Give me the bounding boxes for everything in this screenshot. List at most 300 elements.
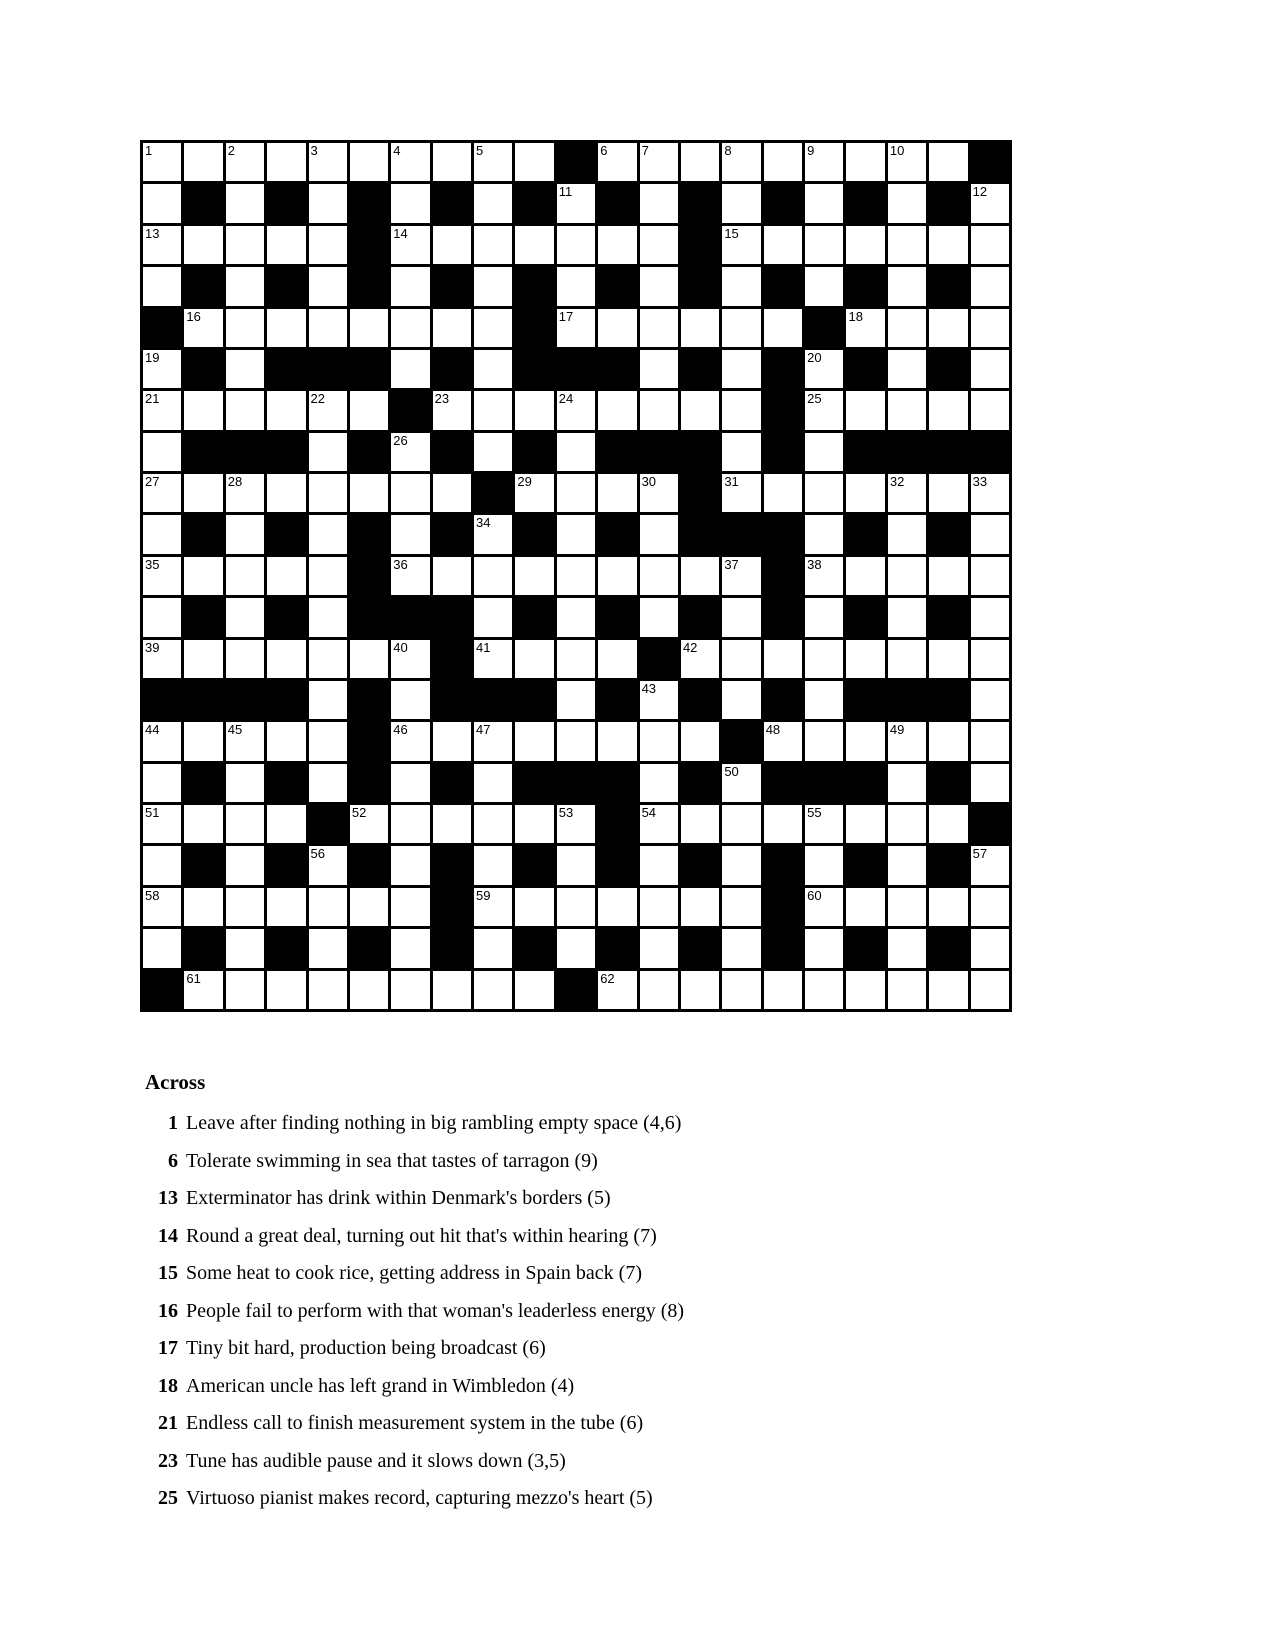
grid-cell[interactable] xyxy=(433,557,471,595)
grid-cell[interactable] xyxy=(888,846,926,884)
grid-cell[interactable] xyxy=(350,309,388,347)
grid-cell[interactable] xyxy=(640,805,678,843)
grid-cell[interactable] xyxy=(515,226,553,264)
grid-cell[interactable] xyxy=(143,888,181,926)
grid-cell[interactable] xyxy=(515,805,553,843)
grid-cell[interactable] xyxy=(764,474,802,512)
grid-cell[interactable] xyxy=(226,391,264,429)
grid-cell[interactable] xyxy=(226,184,264,222)
grid-cell[interactable] xyxy=(681,143,719,181)
grid-cell[interactable] xyxy=(474,515,512,553)
grid-cell[interactable] xyxy=(722,433,760,471)
grid-cell[interactable] xyxy=(184,888,222,926)
grid-cell[interactable] xyxy=(598,557,636,595)
grid-cell[interactable] xyxy=(846,474,884,512)
grid-cell[interactable] xyxy=(640,350,678,388)
grid-cell[interactable] xyxy=(474,888,512,926)
grid-cell[interactable] xyxy=(226,267,264,305)
grid-cell[interactable] xyxy=(474,433,512,471)
grid-cell[interactable] xyxy=(474,143,512,181)
grid-cell[interactable] xyxy=(971,640,1009,678)
grid-cell[interactable] xyxy=(722,971,760,1009)
grid-cell[interactable] xyxy=(226,888,264,926)
grid-cell[interactable] xyxy=(888,515,926,553)
grid-cell[interactable] xyxy=(226,474,264,512)
grid-cell[interactable] xyxy=(474,226,512,264)
grid-cell[interactable] xyxy=(391,226,429,264)
grid-cell[interactable] xyxy=(805,557,843,595)
grid-cell[interactable] xyxy=(846,805,884,843)
grid-cell[interactable] xyxy=(640,226,678,264)
grid-cell[interactable] xyxy=(267,805,305,843)
grid-cell[interactable] xyxy=(929,557,967,595)
grid-cell[interactable] xyxy=(143,722,181,760)
grid-cell[interactable] xyxy=(971,267,1009,305)
grid-cell[interactable] xyxy=(350,143,388,181)
grid-cell[interactable] xyxy=(805,722,843,760)
grid-cell[interactable] xyxy=(143,515,181,553)
grid-cell[interactable] xyxy=(805,598,843,636)
grid-cell[interactable] xyxy=(722,888,760,926)
grid-cell[interactable] xyxy=(681,971,719,1009)
grid-cell[interactable] xyxy=(515,474,553,512)
grid-cell[interactable] xyxy=(515,143,553,181)
grid-cell[interactable] xyxy=(640,722,678,760)
grid-cell[interactable] xyxy=(309,515,347,553)
grid-cell[interactable] xyxy=(971,309,1009,347)
grid-cell[interactable] xyxy=(143,474,181,512)
grid-cell[interactable] xyxy=(184,474,222,512)
grid-cell[interactable] xyxy=(557,929,595,967)
grid-cell[interactable] xyxy=(888,184,926,222)
grid-cell[interactable] xyxy=(267,640,305,678)
grid-cell[interactable] xyxy=(474,846,512,884)
grid-cell[interactable] xyxy=(846,640,884,678)
grid-cell[interactable] xyxy=(515,640,553,678)
grid-cell[interactable] xyxy=(309,391,347,429)
grid-cell[interactable] xyxy=(557,433,595,471)
grid-cell[interactable] xyxy=(474,309,512,347)
grid-cell[interactable] xyxy=(474,722,512,760)
grid-cell[interactable] xyxy=(474,391,512,429)
grid-cell[interactable] xyxy=(474,267,512,305)
grid-cell[interactable] xyxy=(681,391,719,429)
grid-cell[interactable] xyxy=(391,143,429,181)
grid-cell[interactable] xyxy=(515,722,553,760)
grid-cell[interactable] xyxy=(309,184,347,222)
grid-cell[interactable] xyxy=(143,640,181,678)
grid-cell[interactable] xyxy=(805,929,843,967)
crossword-grid[interactable] xyxy=(140,140,1012,1012)
grid-cell[interactable] xyxy=(971,598,1009,636)
grid-cell[interactable] xyxy=(433,143,471,181)
grid-cell[interactable] xyxy=(640,846,678,884)
grid-cell[interactable] xyxy=(350,805,388,843)
grid-cell[interactable] xyxy=(846,226,884,264)
grid-cell[interactable] xyxy=(226,971,264,1009)
grid-cell[interactable] xyxy=(557,309,595,347)
grid-cell[interactable] xyxy=(888,391,926,429)
grid-cell[interactable] xyxy=(846,143,884,181)
grid-cell[interactable] xyxy=(391,888,429,926)
grid-cell[interactable] xyxy=(557,598,595,636)
grid-cell[interactable] xyxy=(971,474,1009,512)
grid-cell[interactable] xyxy=(350,391,388,429)
grid-cell[interactable] xyxy=(391,515,429,553)
grid-cell[interactable] xyxy=(929,309,967,347)
grid-cell[interactable] xyxy=(143,433,181,471)
grid-cell[interactable] xyxy=(391,722,429,760)
grid-cell[interactable] xyxy=(433,474,471,512)
grid-cell[interactable] xyxy=(888,143,926,181)
grid-cell[interactable] xyxy=(309,433,347,471)
grid-cell[interactable] xyxy=(929,474,967,512)
grid-cell[interactable] xyxy=(722,640,760,678)
grid-cell[interactable] xyxy=(805,681,843,719)
grid-cell[interactable] xyxy=(350,474,388,512)
grid-cell[interactable] xyxy=(722,598,760,636)
grid-cell[interactable] xyxy=(598,309,636,347)
grid-cell[interactable] xyxy=(846,971,884,1009)
grid-cell[interactable] xyxy=(309,764,347,802)
grid-cell[interactable] xyxy=(184,805,222,843)
grid-cell[interactable] xyxy=(971,971,1009,1009)
grid-cell[interactable] xyxy=(226,640,264,678)
grid-cell[interactable] xyxy=(929,805,967,843)
grid-cell[interactable] xyxy=(681,888,719,926)
grid-cell[interactable] xyxy=(805,184,843,222)
grid-cell[interactable] xyxy=(143,557,181,595)
grid-cell[interactable] xyxy=(391,681,429,719)
grid-cell[interactable] xyxy=(474,764,512,802)
grid-cell[interactable] xyxy=(391,557,429,595)
grid-cell[interactable] xyxy=(557,515,595,553)
grid-cell[interactable] xyxy=(557,805,595,843)
grid-cell[interactable] xyxy=(184,309,222,347)
grid-cell[interactable] xyxy=(143,929,181,967)
grid-cell[interactable] xyxy=(557,640,595,678)
grid-cell[interactable] xyxy=(474,350,512,388)
grid-cell[interactable] xyxy=(722,350,760,388)
grid-cell[interactable] xyxy=(515,557,553,595)
grid-cell[interactable] xyxy=(433,971,471,1009)
grid-cell[interactable] xyxy=(640,309,678,347)
grid-cell[interactable] xyxy=(143,226,181,264)
grid-cell[interactable] xyxy=(184,971,222,1009)
grid-cell[interactable] xyxy=(640,764,678,802)
grid-cell[interactable] xyxy=(846,557,884,595)
grid-cell[interactable] xyxy=(846,722,884,760)
grid-cell[interactable] xyxy=(888,474,926,512)
grid-cell[interactable] xyxy=(391,971,429,1009)
grid-cell[interactable] xyxy=(309,474,347,512)
grid-cell[interactable] xyxy=(640,474,678,512)
grid-cell[interactable] xyxy=(722,846,760,884)
grid-cell[interactable] xyxy=(805,391,843,429)
grid-cell[interactable] xyxy=(929,391,967,429)
grid-cell[interactable] xyxy=(929,888,967,926)
grid-cell[interactable] xyxy=(888,764,926,802)
grid-cell[interactable] xyxy=(557,557,595,595)
grid-cell[interactable] xyxy=(598,888,636,926)
grid-cell[interactable] xyxy=(350,888,388,926)
grid-cell[interactable] xyxy=(888,929,926,967)
grid-cell[interactable] xyxy=(143,846,181,884)
grid-cell[interactable] xyxy=(971,681,1009,719)
grid-cell[interactable] xyxy=(226,515,264,553)
grid-cell[interactable] xyxy=(226,598,264,636)
grid-cell[interactable] xyxy=(640,598,678,636)
grid-cell[interactable] xyxy=(805,350,843,388)
grid-cell[interactable] xyxy=(805,474,843,512)
grid-cell[interactable] xyxy=(267,226,305,264)
grid-cell[interactable] xyxy=(391,846,429,884)
grid-cell[interactable] xyxy=(184,143,222,181)
grid-cell[interactable] xyxy=(971,184,1009,222)
grid-cell[interactable] xyxy=(226,929,264,967)
grid-cell[interactable] xyxy=(350,640,388,678)
grid-cell[interactable] xyxy=(722,764,760,802)
grid-cell[interactable] xyxy=(805,846,843,884)
grid-cell[interactable] xyxy=(309,309,347,347)
grid-cell[interactable] xyxy=(226,350,264,388)
grid-cell[interactable] xyxy=(598,226,636,264)
grid-cell[interactable] xyxy=(474,805,512,843)
grid-cell[interactable] xyxy=(888,557,926,595)
grid-cell[interactable] xyxy=(515,391,553,429)
grid-cell[interactable] xyxy=(971,515,1009,553)
grid-cell[interactable] xyxy=(391,805,429,843)
grid-cell[interactable] xyxy=(888,722,926,760)
grid-cell[interactable] xyxy=(640,971,678,1009)
grid-cell[interactable] xyxy=(226,764,264,802)
grid-cell[interactable] xyxy=(433,226,471,264)
grid-cell[interactable] xyxy=(681,722,719,760)
grid-cell[interactable] xyxy=(184,722,222,760)
grid-cell[interactable] xyxy=(557,681,595,719)
grid-cell[interactable] xyxy=(722,557,760,595)
grid-cell[interactable] xyxy=(433,309,471,347)
grid-cell[interactable] xyxy=(764,143,802,181)
grid-cell[interactable] xyxy=(515,888,553,926)
grid-cell[interactable] xyxy=(143,764,181,802)
grid-cell[interactable] xyxy=(226,805,264,843)
grid-cell[interactable] xyxy=(598,640,636,678)
grid-cell[interactable] xyxy=(598,391,636,429)
grid-cell[interactable] xyxy=(557,267,595,305)
grid-cell[interactable] xyxy=(929,143,967,181)
grid-cell[interactable] xyxy=(598,971,636,1009)
grid-cell[interactable] xyxy=(805,143,843,181)
grid-cell[interactable] xyxy=(433,722,471,760)
grid-cell[interactable] xyxy=(143,184,181,222)
grid-cell[interactable] xyxy=(433,805,471,843)
grid-cell[interactable] xyxy=(474,929,512,967)
grid-cell[interactable] xyxy=(267,309,305,347)
grid-cell[interactable] xyxy=(267,722,305,760)
grid-cell[interactable] xyxy=(929,640,967,678)
grid-cell[interactable] xyxy=(971,226,1009,264)
grid-cell[interactable] xyxy=(309,598,347,636)
grid-cell[interactable] xyxy=(143,143,181,181)
grid-cell[interactable] xyxy=(309,681,347,719)
grid-cell[interactable] xyxy=(681,805,719,843)
grid-cell[interactable] xyxy=(143,267,181,305)
grid-cell[interactable] xyxy=(474,640,512,678)
grid-cell[interactable] xyxy=(557,226,595,264)
grid-cell[interactable] xyxy=(267,557,305,595)
grid-cell[interactable] xyxy=(557,184,595,222)
grid-cell[interactable] xyxy=(184,640,222,678)
grid-cell[interactable] xyxy=(391,929,429,967)
grid-cell[interactable] xyxy=(391,640,429,678)
grid-cell[interactable] xyxy=(267,474,305,512)
grid-cell[interactable] xyxy=(391,309,429,347)
grid-cell[interactable] xyxy=(971,929,1009,967)
grid-cell[interactable] xyxy=(971,722,1009,760)
grid-cell[interactable] xyxy=(722,226,760,264)
grid-cell[interactable] xyxy=(722,391,760,429)
grid-cell[interactable] xyxy=(764,971,802,1009)
grid-cell[interactable] xyxy=(888,350,926,388)
grid-cell[interactable] xyxy=(640,143,678,181)
grid-cell[interactable] xyxy=(433,391,471,429)
grid-cell[interactable] xyxy=(598,722,636,760)
grid-cell[interactable] xyxy=(805,971,843,1009)
grid-cell[interactable] xyxy=(640,391,678,429)
grid-cell[interactable] xyxy=(309,722,347,760)
grid-cell[interactable] xyxy=(681,557,719,595)
grid-cell[interactable] xyxy=(309,267,347,305)
grid-cell[interactable] xyxy=(391,433,429,471)
grid-cell[interactable] xyxy=(888,309,926,347)
grid-cell[interactable] xyxy=(971,846,1009,884)
grid-cell[interactable] xyxy=(184,557,222,595)
grid-cell[interactable] xyxy=(846,309,884,347)
grid-cell[interactable] xyxy=(309,888,347,926)
grid-cell[interactable] xyxy=(474,557,512,595)
grid-cell[interactable] xyxy=(391,267,429,305)
grid-cell[interactable] xyxy=(805,267,843,305)
grid-cell[interactable] xyxy=(888,971,926,1009)
grid-cell[interactable] xyxy=(764,640,802,678)
grid-cell[interactable] xyxy=(764,805,802,843)
grid-cell[interactable] xyxy=(929,226,967,264)
grid-cell[interactable] xyxy=(226,846,264,884)
grid-cell[interactable] xyxy=(309,226,347,264)
grid-cell[interactable] xyxy=(309,143,347,181)
grid-cell[interactable] xyxy=(805,226,843,264)
grid-cell[interactable] xyxy=(557,474,595,512)
grid-cell[interactable] xyxy=(391,350,429,388)
grid-cell[interactable] xyxy=(474,598,512,636)
grid-cell[interactable] xyxy=(971,350,1009,388)
grid-cell[interactable] xyxy=(805,888,843,926)
grid-cell[interactable] xyxy=(805,515,843,553)
grid-cell[interactable] xyxy=(722,474,760,512)
grid-cell[interactable] xyxy=(226,143,264,181)
grid-cell[interactable] xyxy=(764,722,802,760)
grid-cell[interactable] xyxy=(598,474,636,512)
grid-cell[interactable] xyxy=(557,722,595,760)
grid-cell[interactable] xyxy=(309,971,347,1009)
grid-cell[interactable] xyxy=(184,391,222,429)
grid-cell[interactable] xyxy=(474,971,512,1009)
grid-cell[interactable] xyxy=(515,971,553,1009)
grid-cell[interactable] xyxy=(888,267,926,305)
grid-cell[interactable] xyxy=(267,143,305,181)
grid-cell[interactable] xyxy=(474,184,512,222)
grid-cell[interactable] xyxy=(971,764,1009,802)
grid-cell[interactable] xyxy=(640,557,678,595)
grid-cell[interactable] xyxy=(391,474,429,512)
grid-cell[interactable] xyxy=(350,971,388,1009)
grid-cell[interactable] xyxy=(888,888,926,926)
grid-cell[interactable] xyxy=(971,888,1009,926)
grid-cell[interactable] xyxy=(805,640,843,678)
grid-cell[interactable] xyxy=(640,929,678,967)
grid-cell[interactable] xyxy=(722,681,760,719)
grid-cell[interactable] xyxy=(640,267,678,305)
grid-cell[interactable] xyxy=(888,640,926,678)
grid-cell[interactable] xyxy=(722,929,760,967)
grid-cell[interactable] xyxy=(267,888,305,926)
grid-cell[interactable] xyxy=(681,640,719,678)
grid-cell[interactable] xyxy=(640,888,678,926)
grid-cell[interactable] xyxy=(722,267,760,305)
grid-cell[interactable] xyxy=(557,391,595,429)
grid-cell[interactable] xyxy=(722,805,760,843)
grid-cell[interactable] xyxy=(929,722,967,760)
grid-cell[interactable] xyxy=(309,640,347,678)
grid-cell[interactable] xyxy=(267,391,305,429)
grid-cell[interactable] xyxy=(846,888,884,926)
grid-cell[interactable] xyxy=(184,226,222,264)
grid-cell[interactable] xyxy=(971,557,1009,595)
grid-cell[interactable] xyxy=(640,681,678,719)
grid-cell[interactable] xyxy=(929,971,967,1009)
grid-cell[interactable] xyxy=(764,309,802,347)
grid-cell[interactable] xyxy=(805,433,843,471)
grid-cell[interactable] xyxy=(226,226,264,264)
grid-cell[interactable] xyxy=(888,598,926,636)
grid-cell[interactable] xyxy=(143,805,181,843)
grid-cell[interactable] xyxy=(681,309,719,347)
grid-cell[interactable] xyxy=(267,971,305,1009)
grid-cell[interactable] xyxy=(598,143,636,181)
grid-cell[interactable] xyxy=(805,805,843,843)
grid-cell[interactable] xyxy=(971,391,1009,429)
grid-cell[interactable] xyxy=(309,929,347,967)
grid-cell[interactable] xyxy=(640,184,678,222)
grid-cell[interactable] xyxy=(722,143,760,181)
grid-cell[interactable] xyxy=(143,350,181,388)
grid-cell[interactable] xyxy=(557,846,595,884)
grid-cell[interactable] xyxy=(391,764,429,802)
grid-cell[interactable] xyxy=(309,557,347,595)
grid-cell[interactable] xyxy=(846,391,884,429)
grid-cell[interactable] xyxy=(888,805,926,843)
grid-cell[interactable] xyxy=(391,184,429,222)
grid-cell[interactable] xyxy=(722,309,760,347)
grid-cell[interactable] xyxy=(309,846,347,884)
grid-cell[interactable] xyxy=(143,598,181,636)
grid-cell[interactable] xyxy=(722,184,760,222)
grid-cell[interactable] xyxy=(557,888,595,926)
grid-cell[interactable] xyxy=(143,391,181,429)
grid-cell[interactable] xyxy=(226,722,264,760)
grid-cell[interactable] xyxy=(640,515,678,553)
